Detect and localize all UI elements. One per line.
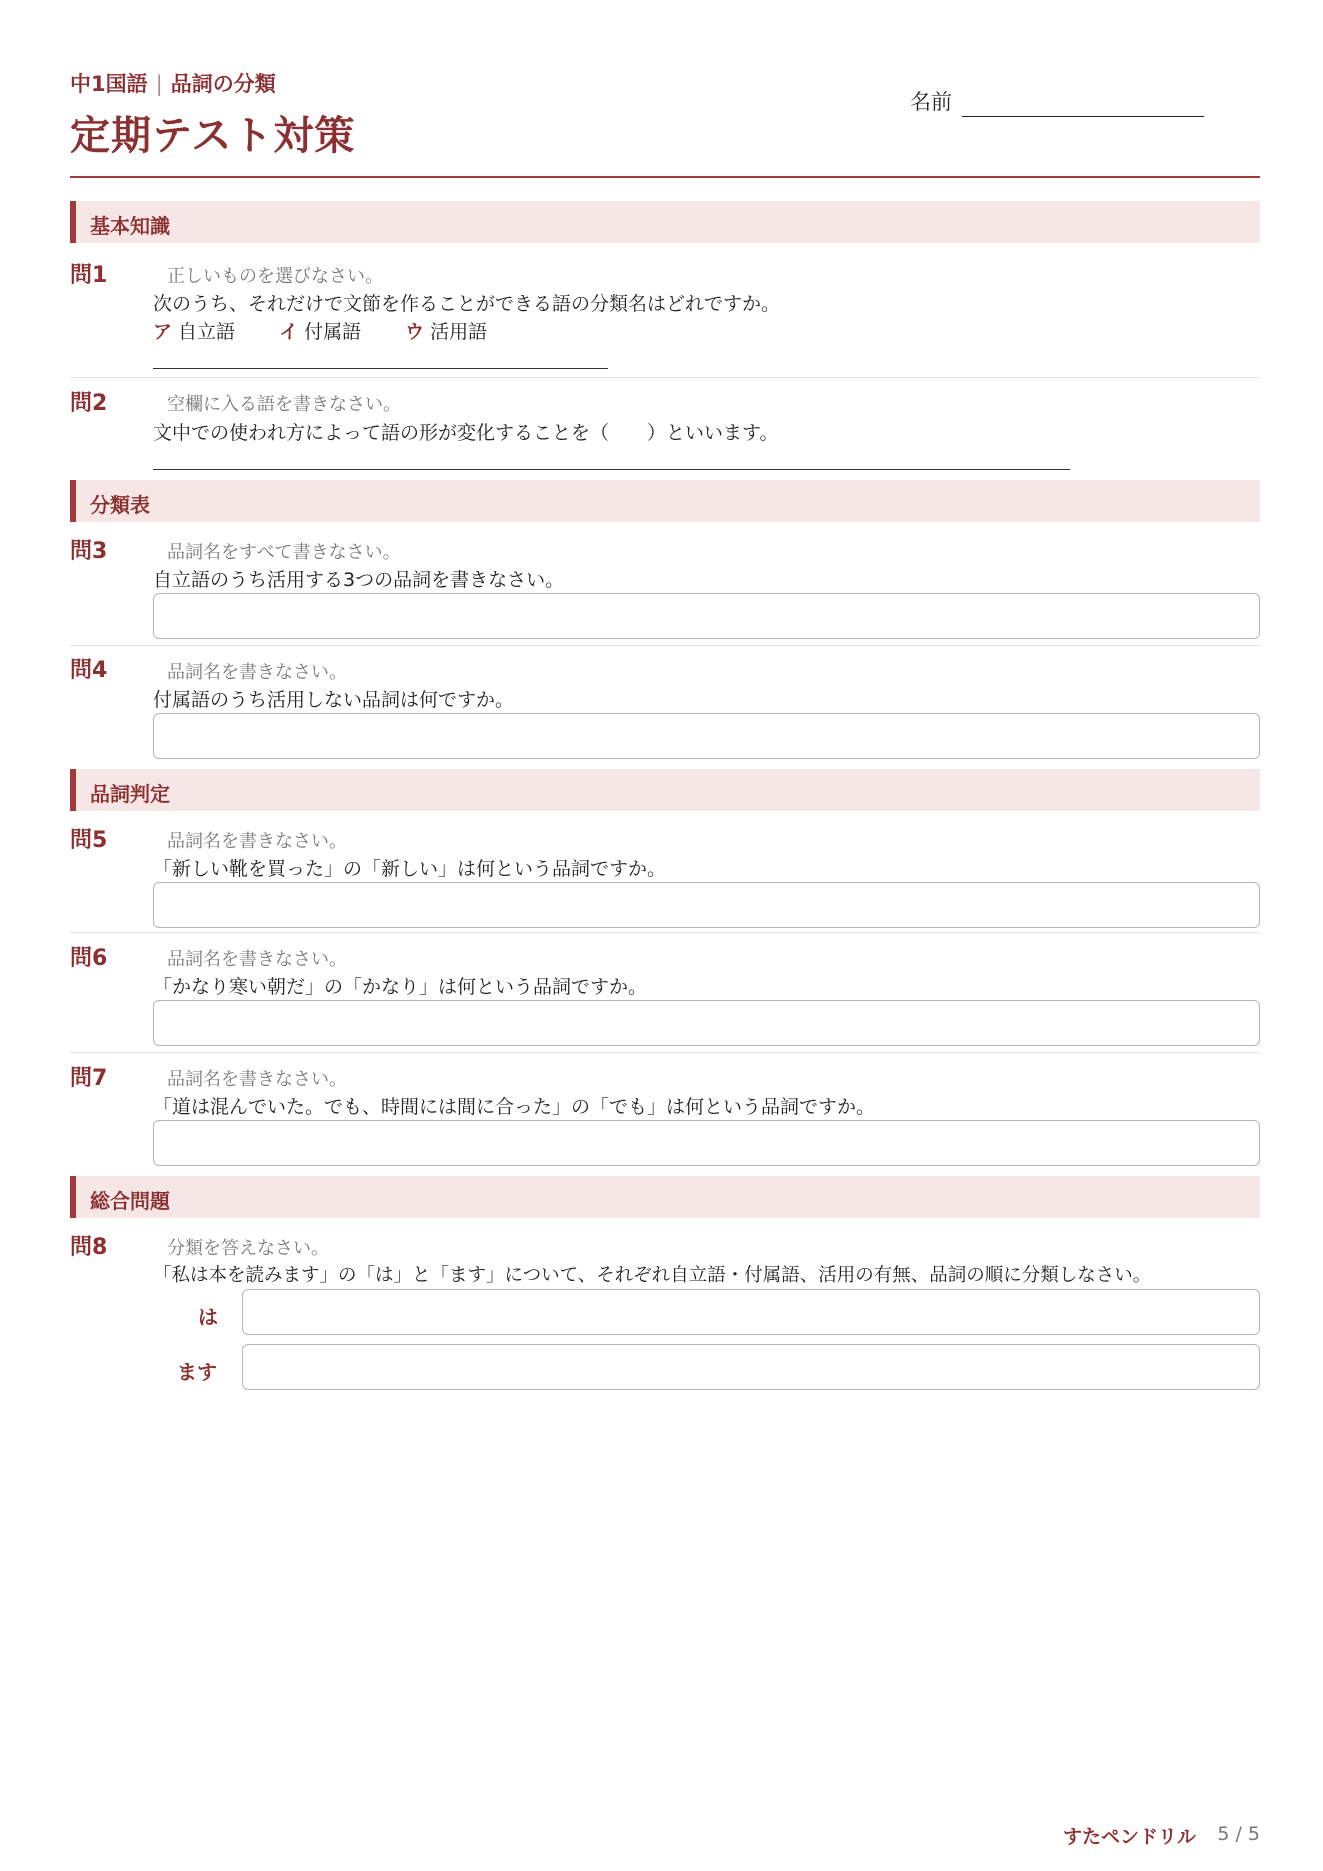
subject-separator: | [155,72,163,96]
grade-subject: 中1国語 [70,72,148,96]
answer-line-q2[interactable] [153,469,1070,470]
section-label: 総合問題 [90,1189,170,1213]
question-number: 問5 [70,828,108,853]
subject-line [70,68,276,98]
choice-label: 付属語 [304,321,362,343]
question-number: 問4 [70,658,108,683]
choice-key: イ [279,321,299,343]
header-divider [70,176,1260,178]
question-text: 文中での使われ方によって語の形が変化することを（ ）といいます。 [153,422,779,444]
answer-box-q4[interactable] [153,713,1260,759]
question-text: 「道は混んでいた。でも、時間には間に合った」の「でも」は何という品詞ですか。 [153,1096,876,1118]
page-title: 定期テスト対策 [70,113,356,159]
question-instruction: 品詞名を書きなさい。 [167,662,347,683]
choice-key: ア [153,321,173,343]
question-divider [70,645,1260,646]
question-text: 自立語のうち活用する3つの品詞を書きなさい。 [153,569,565,591]
section-label: 分類表 [90,493,150,517]
answer-box-q5[interactable] [153,882,1260,928]
answer-box-q8-ha[interactable] [242,1289,1260,1335]
answer-line-q1[interactable] [153,368,608,369]
question-number: 問1 [70,263,108,288]
choice-a[interactable] [153,317,235,344]
answer-box-q3[interactable] [153,593,1260,639]
question-text: 「かなり寒い朝だ」の「かなり」は何という品詞ですか。 [153,976,648,998]
name-label: 名前 [910,90,952,114]
question-number: 問8 [70,1235,108,1260]
question-text: 「新しい靴を買った」の「新しい」は何という品詞ですか。 [153,858,667,880]
section-heading-basic [70,201,1260,243]
sub-item-label: ます [177,1360,217,1384]
choice-u[interactable] [405,317,487,344]
name-field[interactable] [910,86,1205,122]
question-number: 問3 [70,539,108,564]
question-instruction: 品詞名を書きなさい。 [167,949,347,970]
section-label: 品詞判定 [90,782,170,806]
header [70,68,1260,178]
topic: 品詞の分類 [170,72,276,96]
worksheet-page [70,0,1260,1871]
answer-box-q7[interactable] [153,1120,1260,1166]
question-text: 付属語のうち活用しない品詞は何ですか。 [153,689,515,711]
answer-box-q8-masu[interactable] [242,1344,1260,1390]
choice-i[interactable] [279,317,361,344]
question-divider [70,377,1260,378]
name-line[interactable] [962,116,1204,117]
question-divider [70,1052,1260,1053]
choice-label: 自立語 [178,321,236,343]
question-instruction: 品詞名を書きなさい。 [167,1069,347,1090]
footer [70,1822,1260,1852]
question-text: 「私は本を読みます」の「は」と「ます」について、それぞれ自立語・付属語、活用の有無、品詞の順に分類しなさい。 [153,1265,1152,1286]
page-number: 5 / 5 [1217,1823,1260,1845]
question-number: 問2 [70,391,108,416]
question-instruction: 空欄に入る語を書きなさい。 [167,394,401,415]
question-divider [70,932,1260,933]
choice-label: 活用語 [430,321,488,343]
section-heading-pos [70,769,1260,811]
answer-box-q6[interactable] [153,1000,1260,1046]
choice-list [153,317,525,344]
question-text: 次のうち、それだけで文節を作ることができる語の分類名はどれですか。 [153,293,781,315]
question-instruction: 正しいものを選びなさい。 [167,266,383,287]
question-number: 問6 [70,946,108,971]
section-heading-table [70,480,1260,522]
question-instruction: 品詞名を書きなさい。 [167,831,347,852]
sub-item-label: は [198,1305,218,1329]
section-label: 基本知識 [90,214,170,238]
brand-name: すたペンドリル [1062,1826,1196,1848]
choice-key: ウ [405,321,425,343]
question-instruction: 品詞名をすべて書きなさい。 [167,542,401,563]
question-instruction: 分類を答えなさい。 [167,1238,329,1259]
section-heading-comprehensive [70,1176,1260,1218]
question-number: 問7 [70,1066,108,1091]
